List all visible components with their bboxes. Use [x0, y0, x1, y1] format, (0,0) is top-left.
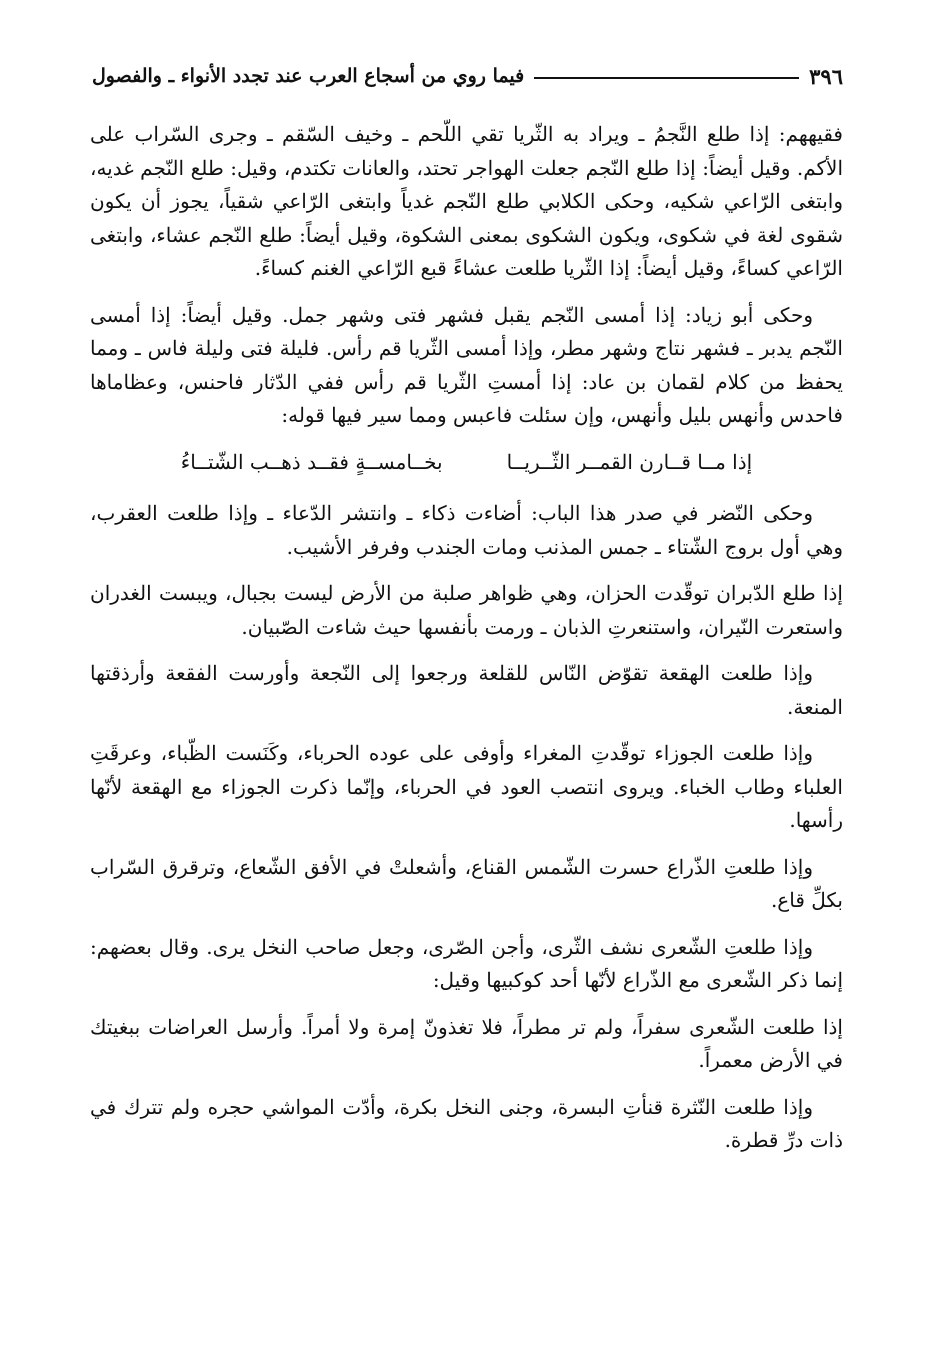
verse-second-hemistich: بخــامســةٍ فقــد ذهــب الشّتــاءُ: [180, 449, 443, 474]
paragraph: إذا طلع الدّبران توقّدت الحزان، وهي ظواهر صلبة من الأرض ليست بجبال، ويبست الغدران واستعرت النّيران، واستنعرتِ الذبان ـ ورمت بأنفسها حيث شاءت الصّبيان.: [90, 581, 843, 639]
running-title: فيما روي من أسجاع العرب عند تجدد الأنواء ـ والفصول: [92, 65, 525, 87]
verse-line: [90, 446, 843, 480]
page-header: [92, 56, 843, 96]
paragraph: فقيههم: إذا طلع النَّجمُ ـ ويراد به الثّريا تقي اللّحم ـ وخيف السّقم ـ وجرى السّراب على الأكم. وقيل أيضاً: إذا طلع النّجم جعلت الهواجر تحتد، والعانات تكتدم، وقيل: طلع النّجم غديه، وابتغى الرّاعي شكيه، وحكى الكلابي طلع النّجم غدياً وابتغى الرّاعي شقياً، يجوز أن يكون شقوى لغة في شكوى، ويكون الشكوى بمعنى الشكوة، وقيل أيضاً: طلع النّجم عشاء، وابتغى الرّاعي كساءً، وقيل أيضاً: إذا الثّريا طلعت عشاءً قبع الرّاعي الغنم كساءً.: [90, 122, 843, 280]
paragraph: وإذا طلعت الجوزاء توقّدتِ المغراء وأوفى على عوده الحرباء، وكَنَست الظّباء، وعرقَتِ العلباء وطاب الخباء. ويروى انتصب العود في الحرباء، وإنّما ذكرت الجوزاء مع الهقعة لأنّها رأسها.: [90, 741, 843, 832]
paragraph: وحكى النّضر في صدر هذا الباب: أضاءت ذكاء ـ وانتشر الدّعاء ـ وإذا طلعت العقرب، وهي أول بروج الشّتاء ـ جمس المذنب ومات الجندب وفرفر الأشيب.: [90, 501, 843, 559]
paragraph: إذا طلعت الشّعرى سفراً، ولم تر مطراً، فلا تغذونّ إمرة ولا أمراً. وأرسل العراضات ببغيتك في الأرض معمراً.: [90, 1014, 843, 1072]
paragraph: وإذا طلعت النّثرة قنأتِ البسرة، وجنى النخل بكرة، وأدّت المواشي حجره ولم تترك في ذات درِّ قطرة.: [90, 1094, 843, 1152]
paragraph: وإذا طلعتِ الشّعرى نشف الثّرى، وأجن الصّرى، وجعل صاحب النخل يرى. وقال بعضهم: إنما ذكر الشّعرى مع الذّراع لأنّها أحد كوكبيها وقيل:: [90, 934, 843, 992]
paragraph: وحكى أبو زياد: إذا أمسى النّجم يقبل فشهر فتى وشهر جمل. وقيل أيضاً: إذا أمسى النّجم يدبر ـ فشهر نتاج وشهر مطر، وإذا أمسى الثّريا قم رأس. فليلة فتى وليلة فاس ـ ومما يحفظ من كلام لقمان بن عاد: إذا أمستِ الثّريا قم رأس ففي الدّثار فاحنس، وعظاماها فاحدس وأنهس بليل وأنهس، وإن سئلت فاعبس ومما سير فيها قوله:: [90, 302, 843, 427]
paragraph: وإذا طلعت الهقعة تقوّض النّاس للقلعة ورجعوا إلى النّجعة وأورست الفقعة وأرذقتها المنعة.: [90, 661, 843, 719]
verse-first-hemistich: إذا مــا قــارن القمــر الثّــريــا: [506, 449, 753, 474]
paragraph: وإذا طلعتِ الذّراع حسرت الشّمس القناع، وأشعلتْ في الأفق الشّعاع، وترقرق السّراب بكلِّ قاع.: [90, 854, 843, 912]
page-number: ٣٩٦: [809, 63, 843, 89]
header-rule: [534, 77, 799, 79]
body-text: [90, 118, 843, 1171]
